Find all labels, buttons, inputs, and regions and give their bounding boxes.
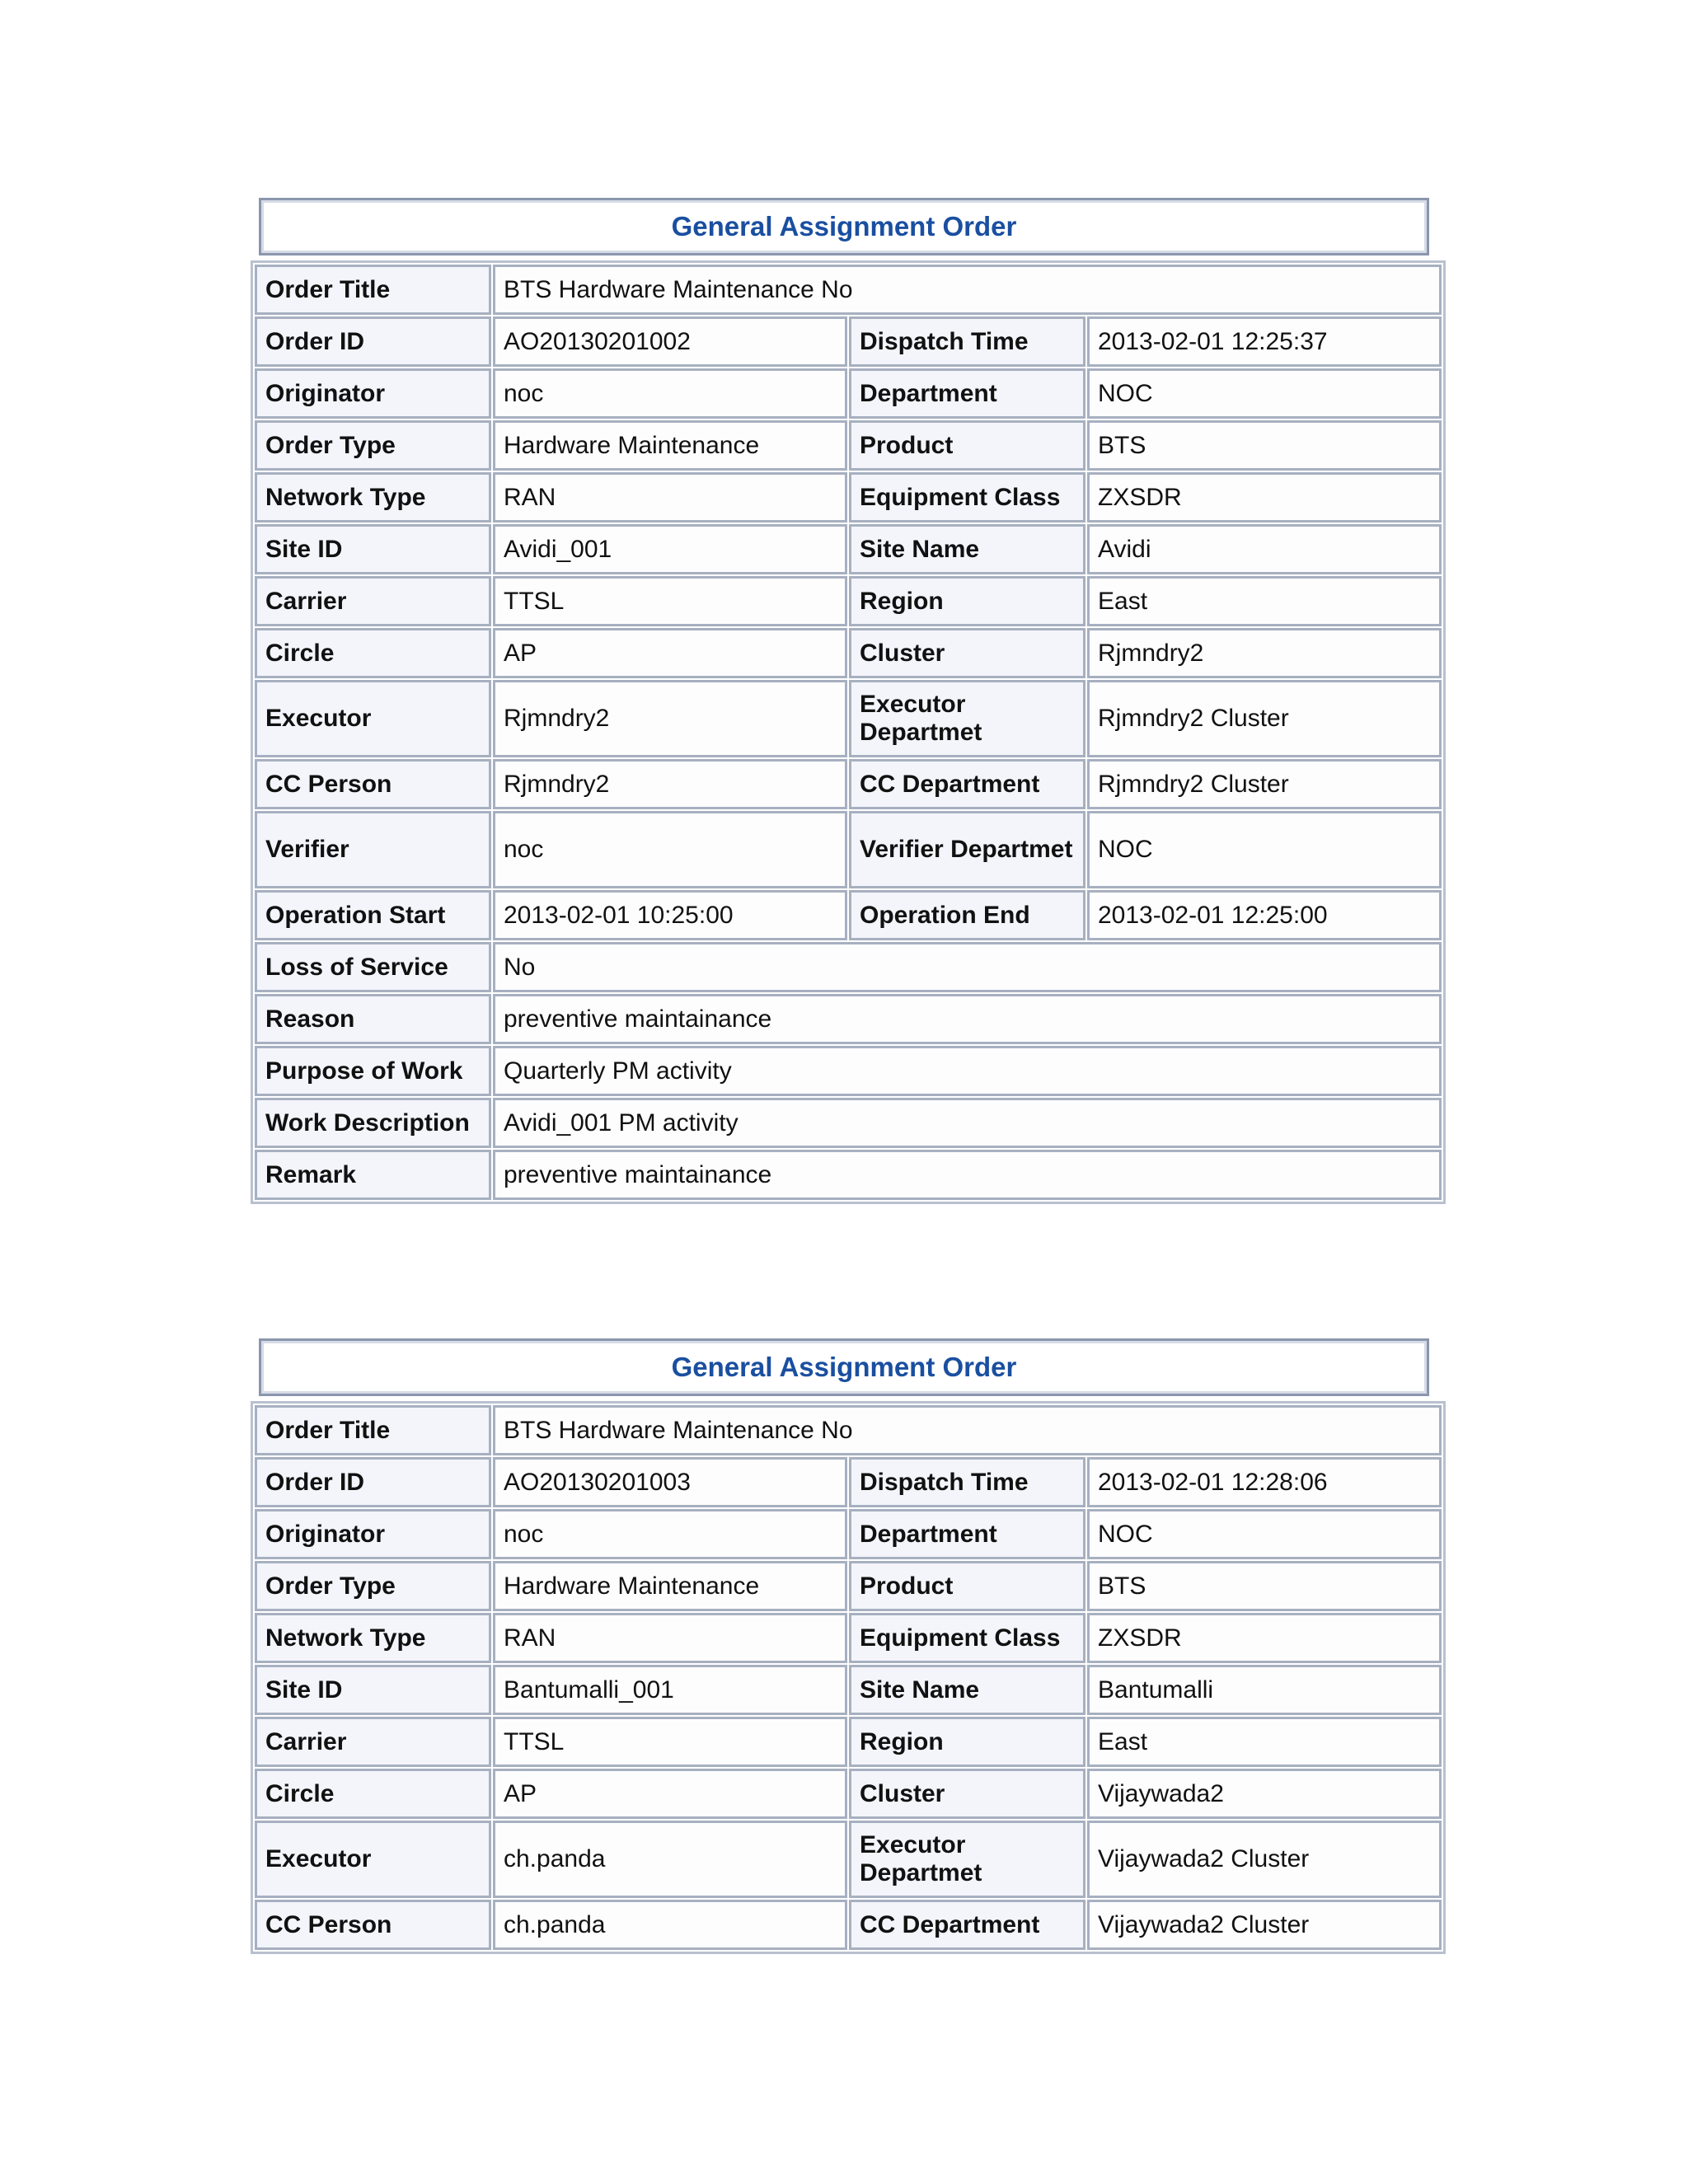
work-description-value: Avidi_001 PM activity	[493, 1098, 1442, 1148]
order-title-value: BTS Hardware Maintenance No	[493, 1405, 1442, 1455]
table-row	[255, 1717, 1442, 1767]
circle-label: Circle	[255, 628, 491, 678]
verifier-value: noc	[493, 811, 847, 888]
table-row	[255, 1900, 1442, 1950]
table-row	[255, 472, 1442, 523]
table-row	[255, 1769, 1442, 1819]
table-row	[255, 628, 1442, 678]
purpose-of-work-label: Purpose of Work	[255, 1046, 491, 1096]
executor-label: Executor	[255, 1821, 491, 1898]
table-row	[255, 420, 1442, 471]
purpose-of-work-value: Quarterly PM activity	[493, 1046, 1442, 1096]
order-title-box	[259, 1338, 1429, 1396]
site-id-label: Site ID	[255, 1665, 491, 1715]
equipment-class-value: ZXSDR	[1087, 472, 1442, 523]
order-details-table	[251, 1401, 1446, 1954]
network-type-label: Network Type	[255, 472, 491, 523]
site-name-label: Site Name	[849, 524, 1085, 574]
carrier-value: TTSL	[493, 1717, 847, 1767]
assignment-order-1	[251, 198, 1437, 1204]
table-row	[255, 524, 1442, 574]
reason-label: Reason	[255, 994, 491, 1044]
order-type-value: Hardware Maintenance	[493, 420, 847, 471]
table-row	[255, 890, 1442, 940]
table-row	[255, 759, 1442, 809]
table-row	[255, 368, 1442, 419]
executor-department-label: Executor Departmet	[849, 1821, 1085, 1898]
department-value: NOC	[1087, 368, 1442, 419]
order-heading: General Assignment Order	[671, 1352, 1017, 1382]
executor-value: Rjmndry2	[493, 680, 847, 757]
table-row	[255, 1405, 1442, 1455]
table-row	[255, 1150, 1442, 1200]
region-value: East	[1087, 576, 1442, 626]
originator-value: noc	[493, 1509, 847, 1559]
order-title-box	[259, 198, 1429, 255]
table-row	[255, 1561, 1442, 1611]
region-label: Region	[849, 1717, 1085, 1767]
cluster-label: Cluster	[849, 628, 1085, 678]
department-label: Department	[849, 1509, 1085, 1559]
network-type-label: Network Type	[255, 1613, 491, 1663]
equipment-class-label: Equipment Class	[849, 472, 1085, 523]
product-value: BTS	[1087, 1561, 1442, 1611]
verifier-department-value: NOC	[1087, 811, 1442, 888]
table-row	[255, 942, 1442, 992]
table-row	[255, 680, 1442, 757]
cluster-value: Vijaywada2	[1087, 1769, 1442, 1819]
table-row	[255, 265, 1442, 315]
order-heading: General Assignment Order	[671, 211, 1017, 241]
cc-department-label: CC Department	[849, 759, 1085, 809]
order-title-label: Order Title	[255, 1405, 491, 1455]
table-row	[255, 1821, 1442, 1898]
verifier-department-label: Verifier Departmet	[849, 811, 1085, 888]
table-row	[255, 811, 1442, 888]
cc-person-value: ch.panda	[493, 1900, 847, 1950]
table-row	[255, 1613, 1442, 1663]
order-title-label: Order Title	[255, 265, 491, 315]
table-row	[255, 1098, 1442, 1148]
originator-label: Originator	[255, 1509, 491, 1559]
loss-of-service-value: No	[493, 942, 1442, 992]
table-row	[255, 1457, 1442, 1507]
product-value: BTS	[1087, 420, 1442, 471]
cc-department-label: CC Department	[849, 1900, 1085, 1950]
order-type-label: Order Type	[255, 1561, 491, 1611]
table-row	[255, 1665, 1442, 1715]
region-value: East	[1087, 1717, 1442, 1767]
site-name-label: Site Name	[849, 1665, 1085, 1715]
region-label: Region	[849, 576, 1085, 626]
dispatch-time-value: 2013-02-01 12:25:37	[1087, 316, 1442, 367]
originator-label: Originator	[255, 368, 491, 419]
order-id-label: Order ID	[255, 1457, 491, 1507]
loss-of-service-label: Loss of Service	[255, 942, 491, 992]
originator-value: noc	[493, 368, 847, 419]
department-label: Department	[849, 368, 1085, 419]
table-row	[255, 994, 1442, 1044]
circle-value: AP	[493, 1769, 847, 1819]
order-title-value: BTS Hardware Maintenance No	[493, 265, 1442, 315]
cc-department-value: Vijaywada2 Cluster	[1087, 1900, 1442, 1950]
dispatch-time-value: 2013-02-01 12:28:06	[1087, 1457, 1442, 1507]
product-label: Product	[849, 1561, 1085, 1611]
cluster-label: Cluster	[849, 1769, 1085, 1819]
executor-value: ch.panda	[493, 1821, 847, 1898]
equipment-class-value: ZXSDR	[1087, 1613, 1442, 1663]
cc-person-label: CC Person	[255, 1900, 491, 1950]
cc-department-value: Rjmndry2 Cluster	[1087, 759, 1442, 809]
verifier-label: Verifier	[255, 811, 491, 888]
network-type-value: RAN	[493, 472, 847, 523]
order-details-table	[251, 260, 1446, 1204]
table-row	[255, 1509, 1442, 1559]
order-type-value: Hardware Maintenance	[493, 1561, 847, 1611]
dispatch-time-label: Dispatch Time	[849, 1457, 1085, 1507]
order-id-value: AO20130201002	[493, 316, 847, 367]
carrier-value: TTSL	[493, 576, 847, 626]
order-type-label: Order Type	[255, 420, 491, 471]
cluster-value: Rjmndry2	[1087, 628, 1442, 678]
executor-department-value: Vijaywada2 Cluster	[1087, 1821, 1442, 1898]
circle-label: Circle	[255, 1769, 491, 1819]
site-id-value: Bantumalli_001	[493, 1665, 847, 1715]
order-id-label: Order ID	[255, 316, 491, 367]
site-name-value: Bantumalli	[1087, 1665, 1442, 1715]
assignment-order-2	[251, 1338, 1437, 1954]
operation-end-value: 2013-02-01 12:25:00	[1087, 890, 1442, 940]
equipment-class-label: Equipment Class	[849, 1613, 1085, 1663]
network-type-value: RAN	[493, 1613, 847, 1663]
dispatch-time-label: Dispatch Time	[849, 316, 1085, 367]
executor-department-label: Executor Departmet	[849, 680, 1085, 757]
work-description-label: Work Description	[255, 1098, 491, 1148]
remark-label: Remark	[255, 1150, 491, 1200]
table-row	[255, 316, 1442, 367]
operation-end-label: Operation End	[849, 890, 1085, 940]
reason-value: preventive maintainance	[493, 994, 1442, 1044]
carrier-label: Carrier	[255, 576, 491, 626]
department-value: NOC	[1087, 1509, 1442, 1559]
table-row	[255, 576, 1442, 626]
table-row	[255, 1046, 1442, 1096]
executor-label: Executor	[255, 680, 491, 757]
site-id-value: Avidi_001	[493, 524, 847, 574]
site-name-value: Avidi	[1087, 524, 1442, 574]
cc-person-value: Rjmndry2	[493, 759, 847, 809]
site-id-label: Site ID	[255, 524, 491, 574]
operation-start-value: 2013-02-01 10:25:00	[493, 890, 847, 940]
remark-value: preventive maintainance	[493, 1150, 1442, 1200]
product-label: Product	[849, 420, 1085, 471]
order-id-value: AO20130201003	[493, 1457, 847, 1507]
cc-person-label: CC Person	[255, 759, 491, 809]
carrier-label: Carrier	[255, 1717, 491, 1767]
operation-start-label: Operation Start	[255, 890, 491, 940]
executor-department-value: Rjmndry2 Cluster	[1087, 680, 1442, 757]
circle-value: AP	[493, 628, 847, 678]
